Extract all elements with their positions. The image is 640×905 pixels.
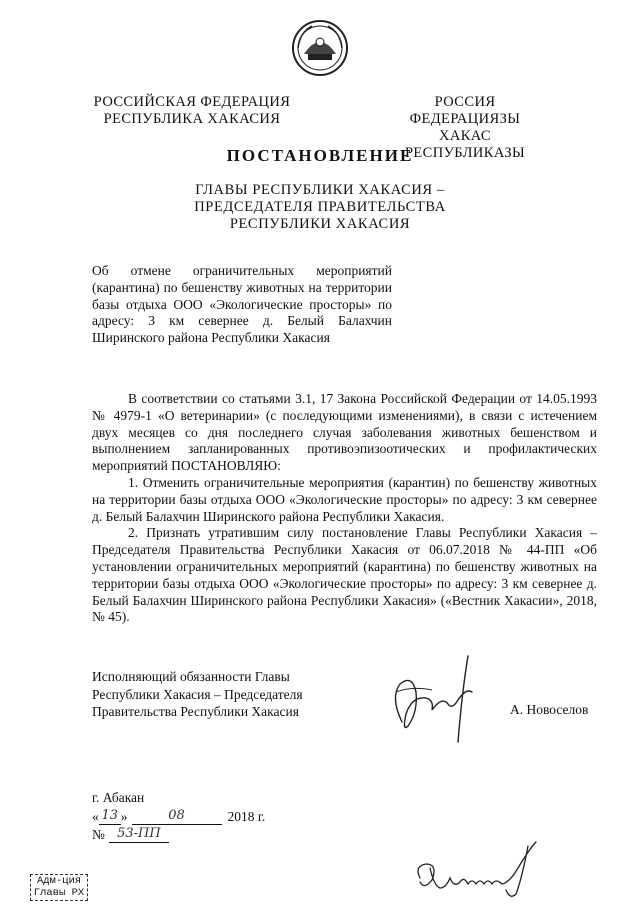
item-2-paragraph: 2. Признать утратившим силу постановление Главы Республики Хакасия – Председателя Правительства Республики Хакасия от 06.07.2018 № 44-ПП «Об установлении ограничительных мероприятий (карантина) по бешенству животных на территории базы отдыха ООО «Экологические просторы» по адресу: 3 км севернее д. Белый Балахчин Ширинского района Республики Хакасия» («Вестник Хакасии», 2018, № 45). xyxy=(92,525,597,625)
document-subject: Об отмене ограничительных мероприятий (карантина) по бешенству животных на территории базы отдыха ООО «Экологические просторы» по адресу: 3 км севернее д. Белый Балахчин Ширинского района Республики Хакасия xyxy=(92,263,392,346)
item-1-paragraph: 1. Отменить ограничительные мероприятия (карантин) по бешенству животных на территории базы отдыха ООО «Экологические просторы» по адресу: 3 км севернее д. Белый Балахчин Ширинского района Республики Хакасия. xyxy=(92,474,597,524)
authority-line1: ГЛАВЫ РЕСПУБЛИКИ ХАКАСИЯ – xyxy=(195,182,445,198)
signer-position-line3: Правительства Республики Хакасия xyxy=(92,704,299,719)
date-day: 13 xyxy=(99,807,121,825)
date-close-quote: » xyxy=(120,809,128,824)
header-left-line1: РОССИЙСКАЯ ФЕДЕРАЦИЯ xyxy=(93,94,291,110)
authority-line3: РЕСПУБЛИКИ ХАКАСИЯ xyxy=(229,216,411,232)
stamp-line2: Главы РХ xyxy=(33,886,85,899)
signer-name: А. Новоселов xyxy=(510,702,589,717)
signer-position-line2: Республики Хакасия – Председателя xyxy=(92,686,303,702)
document-place: г. Абакан xyxy=(92,790,145,805)
number-label: № xyxy=(92,827,105,842)
secondary-signature xyxy=(410,838,560,900)
handwritten-signature xyxy=(372,652,492,747)
authority-line2: ПРЕДСЕДАТЕЛЯ ПРАВИТЕЛЬСТВА xyxy=(194,199,446,215)
header-right-line1: РОССИЯ ФЕДЕРАЦИЯЗЫ xyxy=(409,94,521,127)
date-year: 2018 г. xyxy=(227,809,266,824)
signer-position xyxy=(92,668,352,721)
document-body xyxy=(92,391,597,626)
document-date xyxy=(92,807,265,825)
date-month: 08 xyxy=(132,807,222,825)
office-stamp xyxy=(30,874,88,901)
coat-of-arms-emblem xyxy=(290,18,350,78)
number-value: 53-ПП xyxy=(109,825,169,843)
date-open-quote: « xyxy=(92,809,99,824)
signer-position-line1: Исполняющий обязанности Главы xyxy=(92,669,290,684)
header-left-line2: РЕСПУБЛИКА ХАКАСИЯ xyxy=(103,111,281,127)
header-right-line2: ХАКАС РЕСПУБЛИКАЗЫ xyxy=(404,128,526,161)
document-number xyxy=(92,825,169,843)
stamp-line1: Адм-ция xyxy=(36,875,82,887)
header-left xyxy=(92,94,292,128)
document-title: ПОСТАНОВЛЕНИЕ xyxy=(226,146,414,165)
preamble-paragraph: В соответствии со статьями 3.1, 17 Закона Российской Федерации от 14.05.1993 № 4979-1 «О ветеринарии» (с последующими изменениями), в связи с истечением двух месяцев со дня последнего случая заболевания животных бешенством и выполнением запланированных противоэпизоотических и профилактических мероприятий ПОСТАНОВЛЯЮ: xyxy=(92,391,597,474)
document-authority xyxy=(170,182,470,233)
